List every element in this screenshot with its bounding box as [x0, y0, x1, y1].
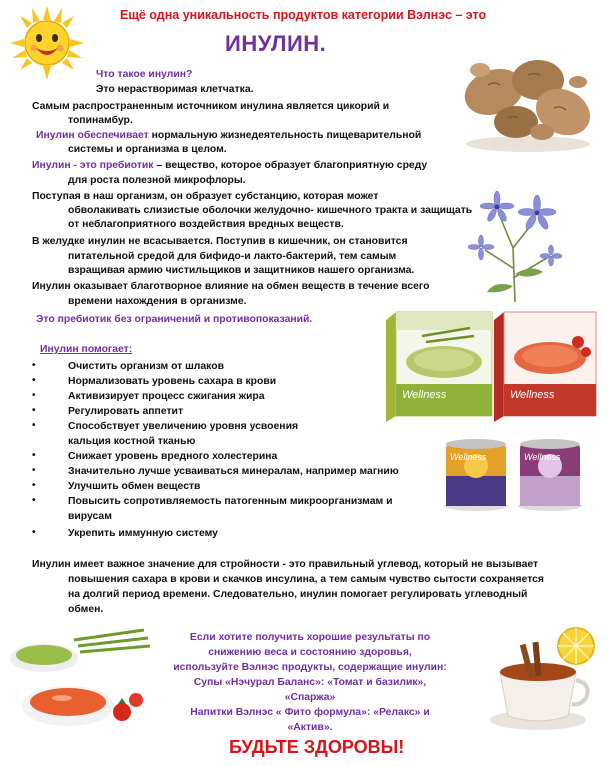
helps-item-5: Способствует увеличению уровня усвоения — [68, 421, 299, 432]
bullet-9: • — [32, 495, 36, 506]
helps-item-4: Регулировать аппетит — [68, 406, 184, 417]
soup-bowls-image — [4, 628, 154, 732]
no-limits-note: Это пребиотик без ограничений и противопоказаний. — [36, 314, 313, 325]
chicory-flower-image — [455, 178, 575, 303]
summary-line4: обмен. — [68, 604, 104, 615]
brand-label-1: Wellness — [402, 389, 447, 401]
prebiotic-lead: Инулин - это пребиотик — [32, 160, 154, 171]
stomach-line3: взращивая армию чистильщиков и защитников нашего организма. — [68, 265, 415, 276]
support-lead: Инулин обеспечивает — [36, 130, 149, 141]
helps-item-7: Значительно лучше усваиваться минералам, например магнию — [68, 466, 399, 477]
cta-line4: Супы «Нэчурал Баланс»: «Томат и базилик», — [193, 677, 427, 688]
support-line2: системы и организма в целом. — [68, 144, 227, 155]
bullet-2: • — [32, 375, 36, 386]
helps-item-1: Очистить организм от шлаков — [68, 361, 224, 372]
bullet-6: • — [32, 450, 36, 461]
brand-label-4: Wellness — [524, 452, 561, 462]
bullet-5: • — [32, 420, 36, 431]
helps-item-8: Улучшить обмен веществ — [68, 481, 201, 492]
bullet-3: • — [32, 390, 36, 401]
bullet-1: • — [32, 360, 36, 371]
cta-line6: Напитки Вэлнэс « Фито формула»: «Релакс» и — [190, 707, 430, 718]
bullet-7: • — [32, 465, 36, 476]
helps-item-3: Активизирует процесс сжигания жира — [68, 391, 265, 402]
helps-item-9: Повысить сопротивляемость патогенным микроорганизмам и — [68, 496, 393, 507]
question-heading: Что такое инулин? — [96, 69, 193, 80]
topinambur-root-image — [458, 40, 598, 158]
tea-cup-image — [484, 624, 602, 734]
brand-label-3: Wellness — [450, 452, 487, 462]
support-rest: нормальную жизнедеятельность пищеварительной — [148, 130, 422, 141]
cta-line7: «Актив». — [287, 722, 333, 733]
cta-line5: «Спаржа» — [284, 692, 336, 703]
stomach-line1: В желудке инулин не всасывается. Поступив в кишечник, он становится — [32, 236, 408, 247]
metabolism-line2: времени нахождения в организме. — [68, 296, 247, 307]
cta-line1: Если хотите получить хорошие результаты по — [189, 632, 431, 643]
enter-line1: Поступая в наш организм, он образует субстанцию, которая может — [32, 191, 379, 202]
be-healthy-slogan: БУДЬТЕ ЗДОРОВЫ! — [229, 737, 405, 757]
drink-can-image — [440, 436, 590, 512]
summary-line1: Инулин имеет важное значение для стройности - это правильный углевод, который не вызывает — [32, 559, 539, 570]
bullet-8: • — [32, 480, 36, 491]
cta-line3: используйте Вэлнэс продукты, содержащие инулин: — [173, 662, 447, 673]
helps-heading: Инулин помогает: — [40, 344, 133, 355]
prebiotic-line1 — [32, 159, 427, 172]
page-title-line1: Ещё одна уникальность продуктов категории Вэлнэс – это — [120, 8, 487, 22]
soup-box-image — [382, 306, 600, 424]
support-line1 — [36, 129, 421, 142]
enter-line2: обволакивать слизистые оболочки желудочно- кишечного тракта и защищать — [68, 205, 473, 216]
bullet-10: • — [32, 527, 36, 538]
brand-label-2: Wellness — [510, 389, 555, 401]
helps-item-10: Укрепить иммунную систему — [68, 528, 218, 539]
source-line1: Самым распространенным источником инулина является цикорий и — [32, 101, 390, 112]
bullet-4: • — [32, 405, 36, 416]
smiling-sun-icon — [8, 4, 86, 82]
metabolism-line1: Инулин оказывает благотворное влияние на обмен веществ в течение всего — [32, 281, 430, 292]
source-line2: топинамбур. — [68, 115, 133, 126]
helps-item-6: Снижает уровень вредного холестерина — [68, 451, 278, 462]
enter-line3: от неблагоприятного воздействия вредных веществ. — [68, 219, 344, 230]
cta-line2: снижению веса и состоянию здоровья, — [208, 647, 412, 658]
page-title-inulin: ИНУЛИН. — [225, 31, 327, 56]
helps-item-5-cont: кальция костной тканью — [68, 436, 196, 447]
helps-item-9-cont: вирусам — [68, 511, 112, 522]
summary-line3: на долгий период времени. Следовательно, инулин помогает регулировать углеводный — [68, 589, 528, 600]
inulin-definition: Это нерастворимая клетчатка. — [96, 84, 254, 95]
stomach-line2: питательной средой для бифидо-и лакто-бактерий, тем самым — [68, 251, 397, 262]
summary-line2: повышения сахара в крови и скачков инсулина, а тем самым чувство сытости сохраняется — [68, 574, 544, 585]
prebiotic-line2: для роста полезной микрофлоры. — [68, 175, 246, 186]
helps-item-2: Нормализовать уровень сахара в крови — [68, 376, 277, 387]
prebiotic-rest: – вещество, которое образует благоприятную среду — [153, 160, 428, 171]
